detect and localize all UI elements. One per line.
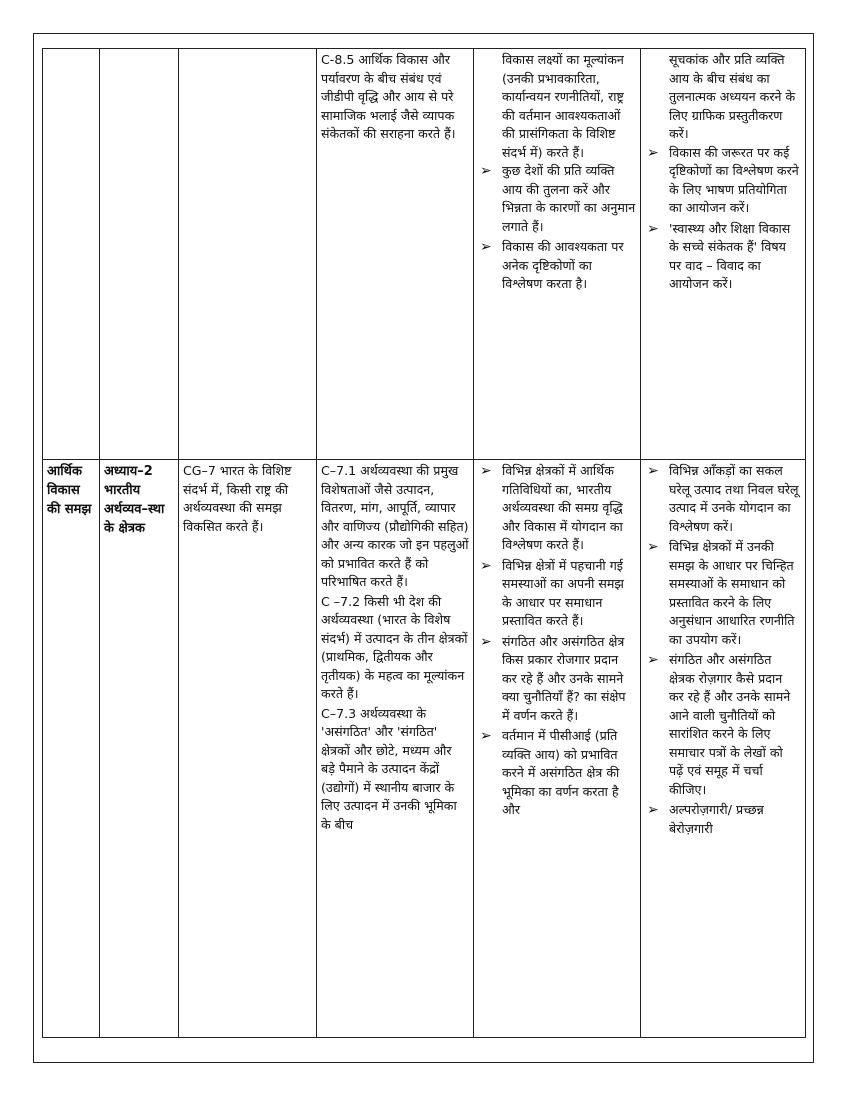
- list-item: ➢ संगठित और असंगठित क्षेत्र किस प्रकार रोजगार प्रदान कर रहे हैं और उनके सामने क्या चुनौतियाँ हैं? का संक्षेप में वर्णन करते हैं।: [480, 633, 626, 723]
- arrow-bullet-icon: ➢: [647, 220, 659, 237]
- list-item: ➢ कुछ देशों की प्रति व्यक्ति आय की तुलना करें और भिन्नता के कारणों का अनुमान लगाते हैं।: [480, 163, 636, 234]
- arrow-bullet-icon: ➢: [647, 652, 659, 668]
- outcome-continuation: विकास लक्ष्यों का मूल्यांकन (उनकी प्रभावकारिता, कार्यान्वयन रणनीतियों, राष्ट्र की वर्तमान आवश्यकताओं की प्रासंगिकता के विशिष्ट संदर्भ में) करते हैं।: [502, 52, 624, 160]
- activity-continuation: सूचकांक और प्रति व्यक्ति आय के बीच संबंध का तुलनात्मक अध्ययन करने के लिए ग्राफिक प्रस्तुतीकरण करें।: [669, 52, 796, 141]
- competency-text: C–7.3 अर्थव्यवस्था के 'असंगठित' और 'संगठित' क्षेत्रकों और छोटे, मध्यम और बड़े पैमाने के उत्पादन केंद्रों (उद्योगों) में स्थानीय बाजार के लिए उत्पादन में उनकी भूमिका के बीच: [321, 705, 457, 832]
- activity-cell: [641, 49, 806, 460]
- chapter-cell: [100, 49, 179, 460]
- list-item: ➢ विभिन्न क्षेत्रकों में उनकी समझ के आधार पर चिन्हित समस्याओं के समाधान को प्रस्तावित करने के लिए अनुसंधान आधारित रणनीति का उपयोग करें।: [647, 539, 795, 647]
- arrow-bullet-icon: ➢: [647, 802, 659, 818]
- learning-outcome-cell: [474, 49, 641, 460]
- activity-cell: [641, 460, 806, 1038]
- curricular-goal-cell: [179, 49, 317, 460]
- learning-outcome-cell: [474, 460, 641, 1038]
- arrow-bullet-icon: ➢: [480, 463, 492, 479]
- competency-text: C –7.2 किसी भी देश की अर्थव्यवस्था (भारत के विशेष संदर्भ) में उत्पादन के तीन क्षेत्रकों (प्राथमिक, द्वितीयक और तृतीयक) के महत्व का मूल्यांकन करते हैं।: [321, 593, 468, 701]
- arrow-bullet-icon: ➢: [480, 239, 492, 255]
- competency-cell: [317, 49, 474, 460]
- chapter-cell: [100, 460, 179, 1038]
- area-label: आर्थिक विकास की समझ: [47, 464, 92, 517]
- area-cell: [43, 49, 100, 460]
- list-item: ➢ विकास की जरूरत पर कई दृष्टिकोणों का विश्लेषण करने के लिए भाषण प्रतियोगिता का आयोजन करें।: [647, 144, 799, 215]
- list-item: ➢ विभिन्न क्षेत्रों में पहचानी गई समस्याओं का अपनी समझ के आधार पर समाधान प्रस्तावित करते हैं।: [480, 557, 624, 628]
- area-cell: [43, 460, 100, 1038]
- arrow-bullet-icon: ➢: [480, 728, 492, 744]
- curriculum-table: [42, 48, 806, 1038]
- competency-cell: [317, 460, 474, 1038]
- arrow-bullet-icon: ➢: [647, 144, 659, 161]
- list-item: ➢ 'स्वास्थ्य और शिक्षा विकास के सच्चे संकेतक हैं' विषय पर वाद – विवाद का आयोजन करें।: [647, 220, 791, 291]
- curricular-goal-cell: [179, 460, 317, 1038]
- competency-text: C-8.5 आर्थिक विकास और पर्यावरण के बीच संबंध एवं जीडीपी वृद्धि और आय से परे सामाजिक भलाई जैसे व्यापक संकेतकों की सराहना करते हैं।: [321, 52, 456, 141]
- table-row: [43, 49, 806, 460]
- arrow-bullet-icon: ➢: [480, 557, 492, 574]
- list-item: ➢ विकास की आवश्यकता पर अनेक दृष्टिकोणों का विश्लेषण करता है।: [480, 239, 624, 291]
- list-item: ➢ विभिन्न क्षेत्रकों में आर्थिक गतिविधियों का, भारतीय अर्थव्यवस्था की समग्र वृद्धि और विकास में योगदान का विश्लेषण करते हैं।: [480, 463, 623, 552]
- curricular-goal-text: CG–7 भारत के विशिष्ट संदर्भ में, किसी राष्ट्र की अर्थव्यवस्था की समझ विकसित करते हैं।: [183, 463, 292, 534]
- arrow-bullet-icon: ➢: [480, 633, 492, 650]
- arrow-bullet-icon: ➢: [647, 463, 659, 479]
- list-item: ➢ अल्परोज़गारी/ प्रच्छन्न बेरोज़गारी: [647, 802, 764, 836]
- list-item: ➢ संगठित और असंगठित क्षेत्रक रोज़गार कैसे प्रदान कर रहे हैं और उनके सामने आने वाली चुनौतियों को सारांशित करने के लिए समाचार पत्रों के लेखों को पढ़ें एवं समूह में चर्चा कीजिए।: [647, 652, 791, 797]
- arrow-bullet-icon: ➢: [647, 539, 659, 555]
- chapter-title: अध्याय–2 भारतीय अर्थव्यव–स्था के क्षेत्रक: [104, 464, 165, 536]
- list-item: ➢ वर्तमान में पीसीआई (प्रति व्यक्ति आय) को प्रभावित करने में असंगठित क्षेत्र की भूमिका का वर्णन करता है और: [480, 728, 620, 817]
- table-row: [43, 460, 806, 1038]
- list-item: ➢ विभिन्न आँकड़ों का सकल घरेलू उत्पाद तथा निवल घरेलू उत्पाद में उनके योगदान का विश्लेषण करें।: [647, 463, 799, 534]
- arrow-bullet-icon: ➢: [480, 163, 492, 179]
- competency-text: C–7.1 अर्थव्यवस्था की प्रमुख विशेषताओं जैसे उत्पादन, वितरण, मांग, आपूर्ति, व्यापार और वाणिज्य (प्रौद्योगिकी सहित) और अन्य कारक जो इन पहलुओं को प्रभावित करते हैं को परिभाषित करते हैं।: [321, 463, 469, 589]
